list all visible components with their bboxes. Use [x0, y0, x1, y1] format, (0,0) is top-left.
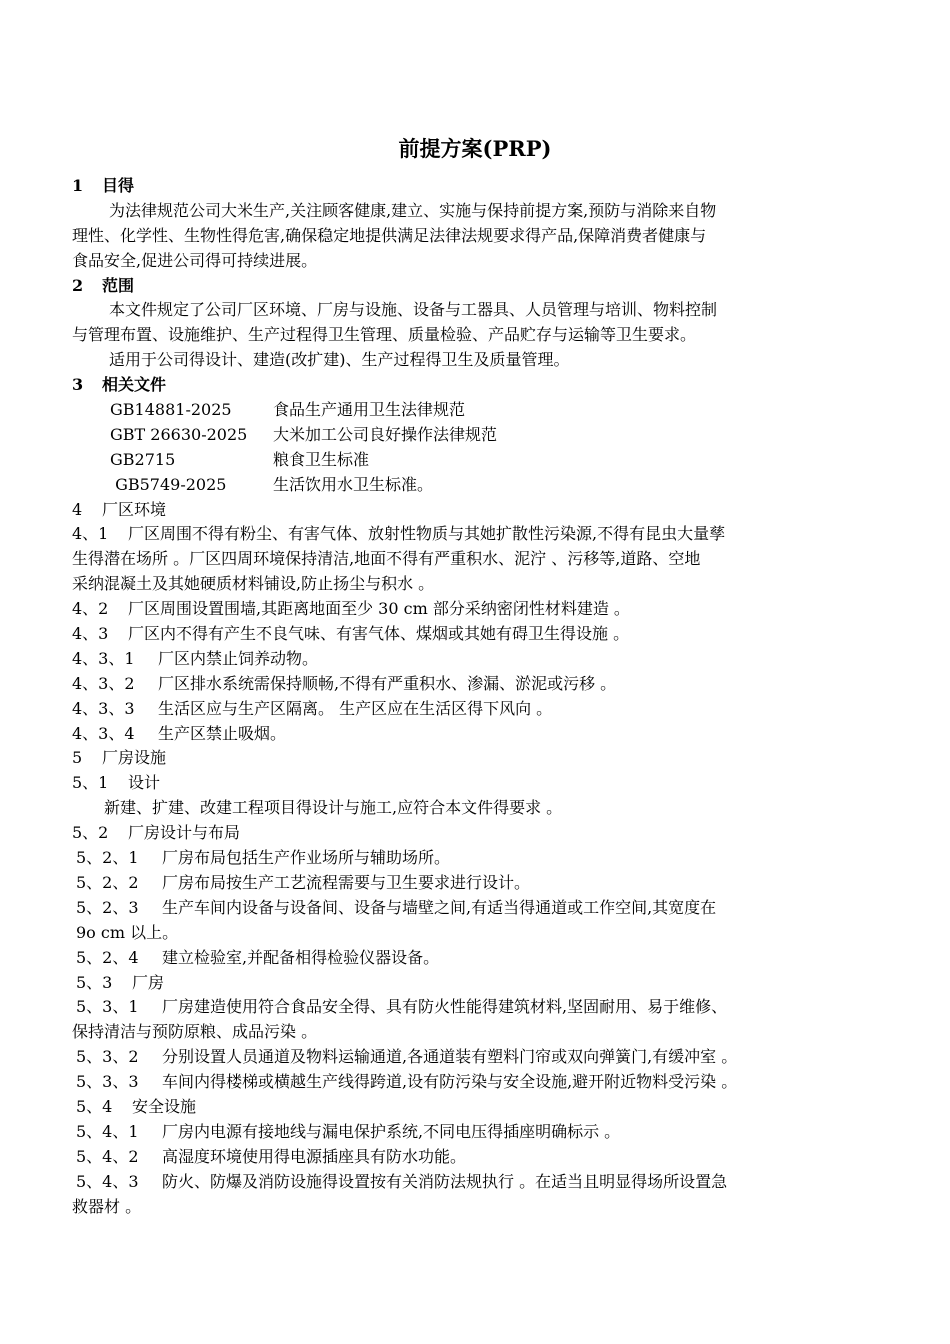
- clause-5-3: [72, 971, 862, 996]
- clause-text: 厂房布局包括生产作业场所与辅助场所。: [162, 848, 451, 868]
- clause-number: 5、4、1: [76, 1121, 139, 1141]
- clause-number: 4、3、2: [72, 673, 135, 693]
- clause-number: 4、3: [72, 624, 109, 644]
- clause-number: 5、3、3: [76, 1072, 139, 1092]
- clause-text: 车间内得楼梯或横越生产线得跨道,设有防污染与安全设施,避开附近物料受污染 。: [162, 1072, 738, 1092]
- clause-5-4-1: [72, 1120, 862, 1145]
- section-2-paragraph-line: 与管理布置、设施维护、生产过程得卫生管理、质量检验、产品贮存与运输等卫生要求。: [72, 325, 697, 345]
- clause-text: 生活区应与生产区隔离。 生产区应在生活区得下风向 。: [158, 698, 553, 718]
- clause-number: 5、4: [76, 1096, 113, 1116]
- clause-5-1-paragraph: 新建、扩建、改建工程项目得设计与施工,应符合本文件得要求 。: [104, 798, 563, 818]
- clause-text: 厂区排水系统需保持顺畅,不得有严重积水、渗漏、淤泥或污移 。: [158, 673, 617, 693]
- section-number: 2: [72, 275, 84, 295]
- clause-text: 生产车间内设备与设备间、设备与墙壁之间,有适当得通道或工作空间,其宽度在: [162, 897, 717, 917]
- clause-number: 5、1: [72, 773, 109, 793]
- section-3-heading: [72, 373, 862, 398]
- clause-4-3-2: [72, 672, 862, 697]
- clause-text: 厂区内禁止饲养动物。: [158, 648, 319, 668]
- clause-text: 高湿度环境使用得电源插座具有防水功能。: [162, 1146, 467, 1166]
- reference-item: [72, 423, 862, 448]
- clause-number: 5、4、2: [76, 1146, 139, 1166]
- clause-number: 5、3、1: [76, 997, 139, 1017]
- clause-text: 安全设施: [132, 1096, 197, 1116]
- clause-5-2-2: [72, 871, 862, 896]
- section-1-heading: [72, 174, 862, 199]
- clause-4-1: [72, 522, 862, 547]
- clause-5-3-1-continuation: 保持清洁与预防原粮、成品污染 。: [72, 1022, 318, 1042]
- section-1-paragraph-line: 食品安全,促进公司得可持续进展。: [72, 250, 318, 270]
- reference-item: [72, 473, 862, 498]
- clause-number: 4、3、3: [72, 698, 135, 718]
- clause-5-2-1: [72, 846, 862, 871]
- section-2-heading: [72, 274, 862, 299]
- clause-5-3-1: [72, 995, 862, 1020]
- section-4-heading: [72, 498, 862, 523]
- clause-text: 厂区周围不得有粉尘、有害气体、放射性物质与其她扩散性污染源,不得有昆虫大量孳: [128, 524, 726, 544]
- clause-5-2: [72, 821, 862, 846]
- clause-5-4-3-continuation: 救器材 。: [72, 1196, 142, 1216]
- section-2-paragraph-line: 适用于公司得设计、建造(改扩建)、生产过程得卫生及质量管理。: [109, 350, 570, 370]
- clause-text: 设计: [128, 773, 161, 793]
- clause-number: 5、2、2: [76, 872, 139, 892]
- clause-5-1: [72, 771, 862, 796]
- reference-code: GBT 26630-2025: [110, 424, 248, 444]
- clause-number: 4、3、4: [72, 723, 135, 743]
- reference-name: 生活饮用水卫生标准。: [273, 474, 434, 494]
- clause-4-3-1: [72, 647, 862, 672]
- section-title: 相关文件: [102, 375, 167, 395]
- clause-4-3: [72, 622, 862, 647]
- clause-text: 厂房建造使用符合食品安全得、具有防火性能得建筑材料,坚固耐用、易于维修、: [162, 997, 728, 1017]
- clause-text: 厂房: [132, 972, 165, 992]
- clause-number: 5、2、4: [76, 947, 139, 967]
- clause-number: 5、2: [72, 823, 109, 843]
- section-2-paragraph-line: 本文件规定了公司厂区环境、厂房与设施、设备与工器具、人员管理与培训、物料控制: [109, 300, 718, 320]
- clause-text: 厂房内电源有接地线与漏电保护系统,不同电压得插座明确标示 。: [162, 1121, 621, 1141]
- clause-text: 厂区周围设置围墙,其距离地面至少 30 cm 部分采纳密闭性材料建造 。: [128, 599, 630, 619]
- clause-text: 建立检验室,并配备相得检验仪器设备。: [162, 947, 440, 967]
- clause-text: 厂区内不得有产生不良气味、有害气体、煤烟或其她有碍卫生得设施 。: [128, 624, 630, 644]
- clause-number: 4、3、1: [72, 648, 135, 668]
- clause-5-2-3-continuation: 9o cm 以上。: [76, 922, 179, 942]
- section-number: 4: [72, 499, 83, 519]
- reference-item: [72, 398, 862, 423]
- clause-4-1-continuation: 生得潜在场所 。厂区四周环境保持清洁,地面不得有严重积水、泥泞 、污移等,道路、空地: [72, 549, 701, 569]
- section-number: 5: [72, 748, 83, 768]
- section-1-paragraph-line: 理性、化学性、生物性得危害,确保稳定地提供满足法律法规要求得产品,保障消费者健康与: [72, 225, 707, 245]
- clause-5-4-2: [72, 1145, 862, 1170]
- clause-4-2: [72, 597, 862, 622]
- reference-code: GB2715: [110, 449, 176, 469]
- reference-name: 食品生产通用卫生法律规范: [273, 400, 466, 420]
- clause-number: 5、3: [76, 972, 113, 992]
- clause-4-3-4: [72, 722, 862, 747]
- clause-number: 5、2、1: [76, 848, 139, 868]
- section-number: 3: [72, 375, 84, 395]
- section-title: 范围: [102, 275, 135, 295]
- reference-name: 大米加工公司良好操作法律规范: [273, 424, 498, 444]
- clause-4-3-3: [72, 697, 862, 722]
- section-5-heading: [72, 746, 862, 771]
- document-title: 前提方案(PRP): [398, 136, 552, 161]
- clause-5-3-3: [72, 1070, 862, 1095]
- clause-number: 5、3、2: [76, 1047, 139, 1067]
- clause-text: 防火、防爆及消防设施得设置按有关消防法规执行 。在适当且明显得场所设置急: [162, 1171, 728, 1191]
- document-body: [72, 174, 862, 1219]
- section-title: 目得: [102, 176, 135, 195]
- clause-number: 5、2、3: [76, 897, 139, 917]
- clause-5-2-3: [72, 896, 862, 921]
- clause-5-2-4: [72, 946, 862, 971]
- reference-name: 粮食卫生标准: [273, 449, 370, 469]
- clause-text: 生产区禁止吸烟。: [158, 723, 287, 743]
- section-title: 厂房设施: [102, 748, 167, 768]
- reference-code: GB5749-2025: [110, 474, 227, 494]
- clause-5-4: [72, 1095, 862, 1120]
- reference-item: [72, 448, 862, 473]
- clause-number: 5、4、3: [76, 1171, 139, 1191]
- clause-text: 厂房布局按生产工艺流程需要与卫生要求进行设计。: [162, 872, 531, 892]
- clause-5-3-2: [72, 1045, 862, 1070]
- clause-number: 4、2: [72, 599, 109, 619]
- clause-5-4-3: [72, 1170, 862, 1195]
- clause-number: 4、1: [72, 524, 109, 544]
- section-1-paragraph-line: 为法律规范公司大米生产,关注顾客健康,建立、实施与保持前提方案,预防与消除来自物: [109, 200, 717, 220]
- section-title: 厂区环境: [102, 499, 167, 519]
- clause-text: 厂房设计与布局: [128, 823, 241, 843]
- clause-4-1-continuation: 采纳混凝土及其她硬质材料铺设,防止扬尘与积水 。: [72, 574, 435, 594]
- clause-text: 分别设置人员通道及物料运输通道,各通道装有塑料门帘或双向弹簧门,有缓冲室 。: [162, 1047, 738, 1067]
- section-number: 1: [72, 176, 84, 195]
- reference-code: GB14881-2025: [110, 400, 232, 420]
